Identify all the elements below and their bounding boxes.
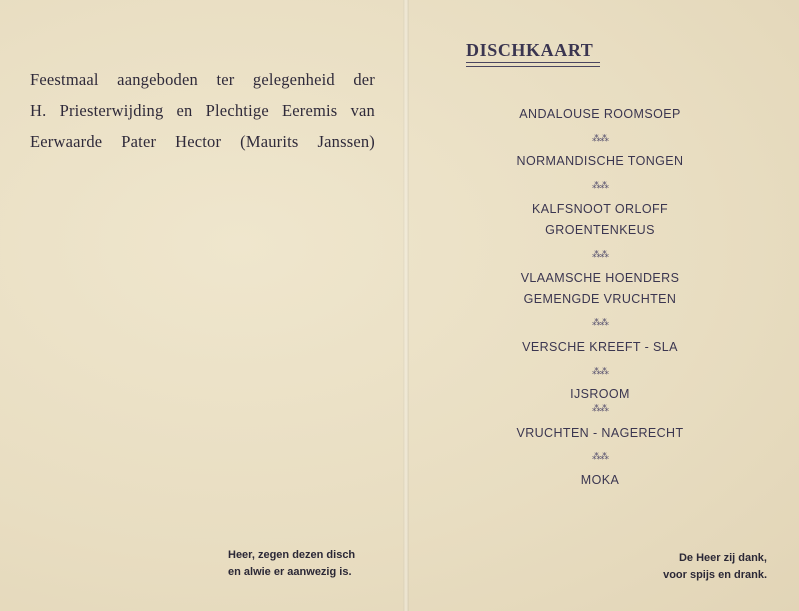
ornament-icon: ⁂⁂: [592, 180, 608, 190]
thanks-line: voor spijs en drank.: [663, 569, 767, 581]
menu-title: DISCHKAART: [466, 40, 594, 60]
ornament-icon: ⁂⁂: [592, 403, 608, 413]
intro-line: Feestmaal aangeboden ter gelegenheid der: [30, 70, 375, 89]
ornament-icon: ⁂⁂: [592, 451, 608, 461]
menu-item: MOKA: [580, 473, 620, 487]
menu-item: NORMANDISCHE TONGEN: [516, 154, 684, 168]
card-fold: [403, 0, 409, 611]
ornament-icon: ⁂⁂: [592, 133, 608, 143]
menu-item: VERSCHE KREEFT - SLA: [522, 340, 678, 354]
ornament-icon: ⁂⁂: [592, 317, 608, 327]
intro-line: Eerwaarde Pater Hector (Maurits Janssen): [30, 132, 375, 151]
menu-item: GROENTENKEUS: [545, 223, 655, 237]
blessing-text: [228, 547, 378, 581]
menu-item: ANDALOUSE ROOMSOEP: [519, 107, 681, 121]
intro-text: [30, 64, 375, 157]
ornament-icon: ⁂⁂: [592, 249, 608, 259]
ornament-icon: ⁂⁂: [592, 366, 608, 376]
blessing-line: Heer, zegen dezen disch: [228, 549, 356, 561]
intro-line: H. Priesterwijding en Plechtige Eeremis van: [30, 101, 375, 120]
menu-item: VLAAMSCHE HOENDERS: [520, 271, 680, 285]
menu-item: VRUCHTEN - NAGERECHT: [516, 426, 684, 440]
menu-item: KALFSNOOT ORLOFF: [531, 202, 669, 216]
blessing-line: en alwie er aanwezig is.: [228, 566, 352, 578]
title-underline: [466, 62, 600, 67]
menu-item: IJSROOM: [570, 387, 630, 401]
thanks-text: [622, 550, 767, 584]
thanks-line: De Heer zij dank,: [678, 552, 767, 564]
menu-item: GEMENGDE VRUCHTEN: [523, 292, 677, 306]
